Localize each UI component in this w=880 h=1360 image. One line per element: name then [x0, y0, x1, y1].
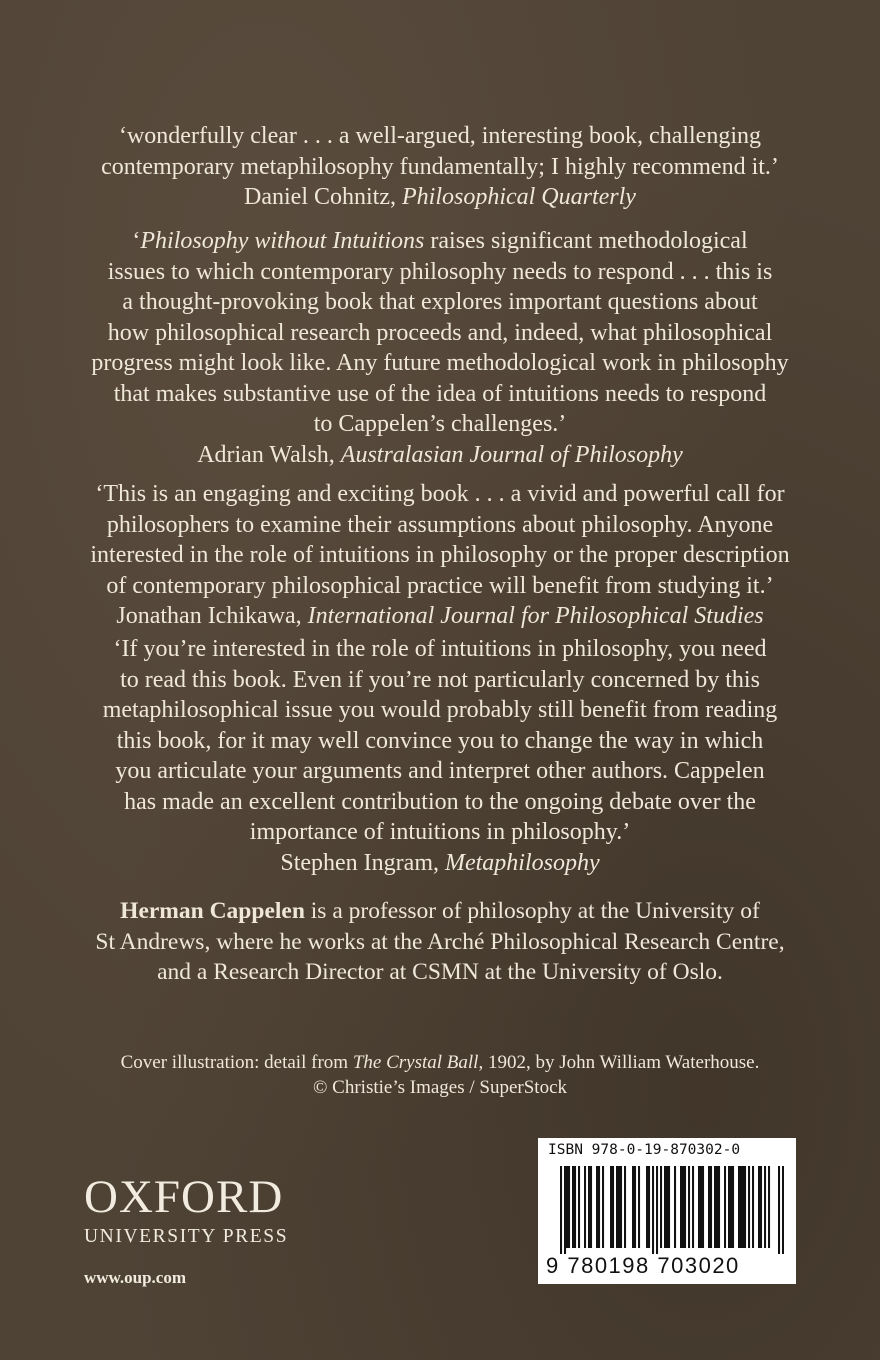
book-title-italic: Philosophy without Intuitions	[140, 228, 425, 254]
barcode-bar	[596, 1166, 598, 1248]
quote-attribution	[60, 440, 820, 471]
barcode-bar	[684, 1166, 686, 1248]
barcode-bar	[682, 1166, 684, 1248]
quote-line: that makes substantive use of the idea of intuitions needs to respond	[113, 380, 767, 407]
logo-oxford: OXFORD	[84, 1171, 284, 1223]
barcode-bar	[574, 1166, 576, 1248]
barcode-bar	[714, 1166, 716, 1248]
barcode-bar	[674, 1166, 676, 1248]
barcode-bar	[638, 1166, 640, 1248]
quote-author: Adrian Walsh,	[197, 441, 341, 468]
barcode-bar	[730, 1166, 732, 1248]
quote-line: issues to which contemporary philosophy needs to respond . . . this is	[107, 258, 773, 285]
quote-line: ‘wonderfully clear . . . a well-argued, interesting book, challenging	[118, 123, 761, 149]
barcode-bar	[724, 1166, 726, 1248]
barcode-bar	[748, 1166, 750, 1248]
publisher-logo	[84, 1172, 314, 1248]
barcode-bar	[688, 1166, 690, 1248]
barcode-bar	[578, 1166, 580, 1248]
barcode-bar	[740, 1166, 742, 1248]
barcode-bar	[648, 1166, 650, 1248]
barcode-bar	[708, 1166, 710, 1248]
barcode-bar	[632, 1166, 634, 1248]
credit-line	[60, 1050, 820, 1075]
quote-author: Jonathan Ichikawa,	[116, 603, 308, 629]
quote-line: ‘This is an engaging and exciting book . . . a vivid and powerful call for	[95, 481, 785, 507]
credit-line: © Christie’s Images / SuperStock	[312, 1077, 568, 1098]
barcode-bar	[618, 1166, 620, 1248]
barcode-bar	[666, 1166, 668, 1248]
barcode-bar	[660, 1166, 662, 1248]
barcode-bar	[588, 1166, 590, 1248]
barcode-bar	[610, 1166, 612, 1248]
quote-line: to read this book. Even if you’re not particularly concerned by this	[120, 666, 760, 693]
barcode-bar	[768, 1166, 770, 1248]
barcode-bar	[568, 1166, 570, 1248]
barcode-bar	[634, 1166, 636, 1248]
ean-digits: 9 780198 703020	[546, 1253, 740, 1278]
quote-line: ‘Philosophy without Intuitions raises significant methodological	[132, 228, 748, 254]
quote-line: of contemporary philosophical practice will benefit from studying it.’	[106, 572, 774, 599]
barcode-bar	[752, 1166, 754, 1248]
quote-source: Metaphilosophy	[444, 849, 600, 876]
barcode-bar	[718, 1166, 720, 1248]
review-quote-2	[60, 226, 820, 470]
barcode-bar	[702, 1166, 704, 1248]
barcode-bar	[760, 1166, 762, 1248]
review-quote-1	[60, 121, 820, 213]
barcode-bar	[564, 1166, 566, 1254]
barcode-bar	[602, 1166, 604, 1248]
barcode-bar	[624, 1166, 626, 1248]
barcode-bar	[652, 1166, 654, 1254]
barcode-bar	[716, 1166, 718, 1248]
quote-line: contemporary metaphilosophy fundamentally; I highly recommend it.’	[101, 153, 779, 180]
barcode-bar	[612, 1166, 614, 1248]
barcode-bar	[584, 1166, 586, 1248]
quote-author: Daniel Cohnitz,	[244, 184, 402, 210]
quote-line: importance of intuitions in philosophy.’	[249, 819, 631, 845]
barcode-bar	[710, 1166, 712, 1248]
barcode-bar	[732, 1166, 734, 1248]
barcode-bar	[764, 1166, 766, 1248]
quote-attribution	[60, 601, 820, 632]
bio-line	[60, 896, 820, 927]
quote-line: metaphilosophical issue you would probably still benefit from reading	[102, 697, 778, 723]
bio-line: St Andrews, where he works at the Arché Philosophical Research Centre,	[95, 928, 785, 955]
quote-attribution	[60, 182, 820, 213]
quote-line: to Cappelen’s challenges.’	[313, 411, 567, 437]
barcode-bar	[742, 1166, 744, 1248]
barcode-bar	[656, 1166, 658, 1254]
barcode-bar	[560, 1166, 562, 1254]
author-name: Herman Cappelen	[120, 898, 305, 924]
quote-line: a thought-provoking book that explores important questions about	[122, 289, 758, 315]
barcode-bar	[616, 1166, 618, 1248]
quote-line: you articulate your arguments and interpret other authors. Cappelen	[115, 758, 765, 784]
artwork-title: The Crystal Ball	[352, 1052, 479, 1073]
quote-line: interested in the role of intuitions in philosophy or the proper description	[90, 542, 790, 568]
quote-source: Philosophical Quarterly	[401, 184, 636, 210]
credit-prefix: Cover illustration: detail from	[120, 1052, 353, 1073]
barcode-bar	[668, 1166, 670, 1248]
credit-suffix: , 1902, by John William Waterhouse.	[478, 1052, 760, 1073]
quote-author: Stephen Ingram,	[280, 849, 445, 876]
quote-source: International Journal for Philosophical Studies	[307, 603, 764, 629]
quote-line: philosophers to examine their assumptions about philosophy. Anyone	[106, 511, 774, 538]
barcode-bar	[664, 1166, 666, 1248]
quote-line: ‘If you’re interested in the role of intuitions in philosophy, you need	[113, 636, 767, 662]
barcode-bar	[782, 1166, 784, 1254]
barcode-bars	[560, 1166, 784, 1254]
quote-attribution	[60, 848, 820, 879]
barcode-bar	[778, 1166, 780, 1254]
bio-line: and a Research Director at CSMN at the University of Oslo.	[157, 959, 723, 985]
barcode-bar	[758, 1166, 760, 1248]
publisher-website: www.oup.com	[84, 1268, 187, 1287]
isbn-label: ISBN 978-0-19-870302-0	[548, 1142, 741, 1158]
barcode-bar	[572, 1166, 574, 1248]
review-quote-4	[60, 634, 820, 878]
barcode-bar	[590, 1166, 592, 1248]
barcode-bar	[566, 1166, 568, 1248]
cover-credit	[60, 1050, 820, 1100]
barcode-bar	[744, 1166, 746, 1248]
barcode-bar	[620, 1166, 622, 1248]
logo-university-press: UNIVERSITY PRESS	[84, 1226, 289, 1247]
review-quote-3	[60, 479, 820, 632]
barcode-bar	[728, 1166, 730, 1248]
barcode-bar	[738, 1166, 740, 1248]
quote-source: Australasian Journal of Philosophy	[340, 441, 683, 468]
bio-line-rest: is a professor of philosophy at the University of	[304, 898, 760, 924]
quote-line: how philosophical research proceeds and, indeed, what philosophical	[107, 319, 773, 346]
barcode-bar	[680, 1166, 682, 1248]
quote-line: this book, for it may well convince you to change the way in which	[116, 727, 764, 754]
barcode-bar	[692, 1166, 694, 1248]
quote-line: has made an excellent contribution to the ongoing debate over the	[124, 788, 756, 815]
barcode-panel	[538, 1138, 796, 1284]
quote-line: progress might look like. Any future methodological work in philosophy	[91, 350, 789, 376]
author-bio	[60, 896, 820, 988]
quote-line-rest: raises significant methodological	[424, 228, 748, 254]
barcode-bar	[646, 1166, 648, 1248]
barcode-bar	[700, 1166, 702, 1248]
barcode-bar	[698, 1166, 700, 1248]
barcode-bar	[598, 1166, 600, 1248]
